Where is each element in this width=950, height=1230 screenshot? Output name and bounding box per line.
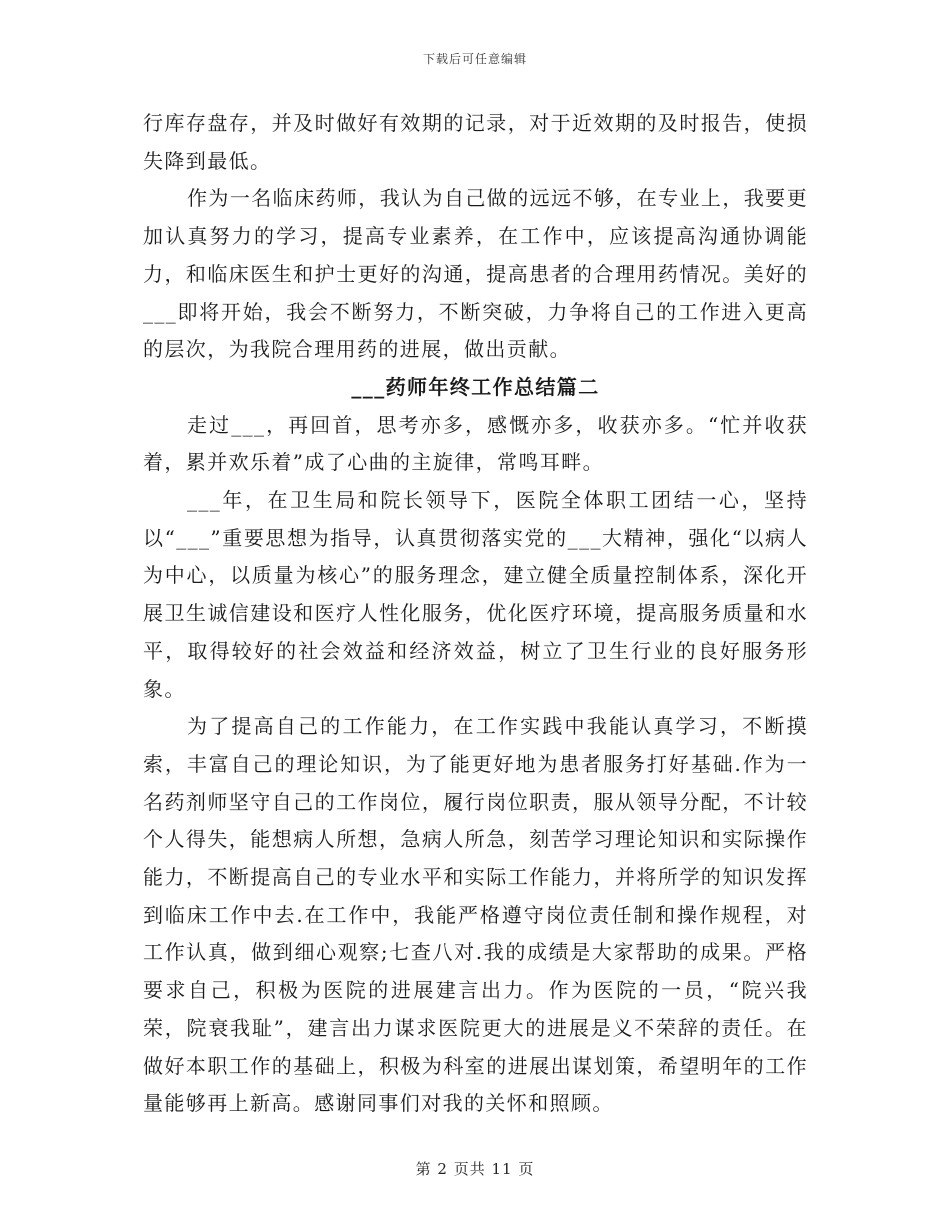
document-body — [143, 105, 808, 1123]
page-header: 下载后可任意编辑 — [422, 52, 527, 66]
paragraph-work-ability: 为了提高自己的工作能力，在工作实践中我能认真学习，不断摸索，丰富自己的理论知识，为了能更好地为患者服务打好基础.作为一名药剂师坚守自己的工作岗位，履行岗位职责，服从领导分配，不计较个人得失，能想病人所想，急病人所急，刻苦学习理论知识和实际操作能力，不断提高自己的专业水平和实际工作能力，并将所学的知识发挥到临床工作中去.在工作中，我能严格遵守岗位责任制和操作规程，对工作认真，做到细心观察;七查八对.我的成绩是大家帮助的成果。严格要求自己，积极为医院的进展建言出力。作为医院的一员，“院兴我荣，院衰我耻”，建言出力谋求医院更大的进展是义不荣辞的责任。在做好本职工作的基础上，积极为科室的进展出谋划策，希望明年的工作量能够再上新高。感谢同事们对我的关怀和照顾。 — [143, 714, 808, 1116]
paragraph-clinical-pharmacist: 作为一名临床药师，我认为自己做的远远不够，在专业上，我要更加认真努力的学习，提高专业素养，在工作中，应该提高沟通协调能力，和临床医生和护士更好的沟通，提高患者的合理用药情况。美好的___即将开始，我会不断努力，不断突破，力争将自己的工作进入更高的层次，为我院合理用药的进展，做出贡献。 — [143, 186, 808, 362]
paragraph-hospital-year: ___年，在卫生局和院长领导下，医院全体职工团结一心，坚持以“___”重要思想为指导，认真贯彻落实党的___大精神，强化“以病人为中心，以质量为核心”的服务理念，建立健全质量控制体系，深化开展卫生诚信建设和医疗人性化服务，优化医疗环境，提高服务质量和水平，取得较好的社会效益和经济效益，树立了卫生行业的良好服务形象。 — [143, 488, 808, 701]
section-heading: ___药师年终工作总结篇二 — [351, 374, 600, 399]
paragraph-looking-back: 走过___，再回首，思考亦多，感慨亦多，收获亦多。“忙并收获着，累并欢乐着”成了心曲的主旋律，常鸣耳畔。 — [143, 412, 808, 475]
page-number: 第 2 页共 11 页 — [415, 1160, 535, 1178]
paragraph-continuation: 行库存盘存，并及时做好有效期的记录，对于近效期的及时报告，使损失降到最低。 — [143, 111, 808, 173]
